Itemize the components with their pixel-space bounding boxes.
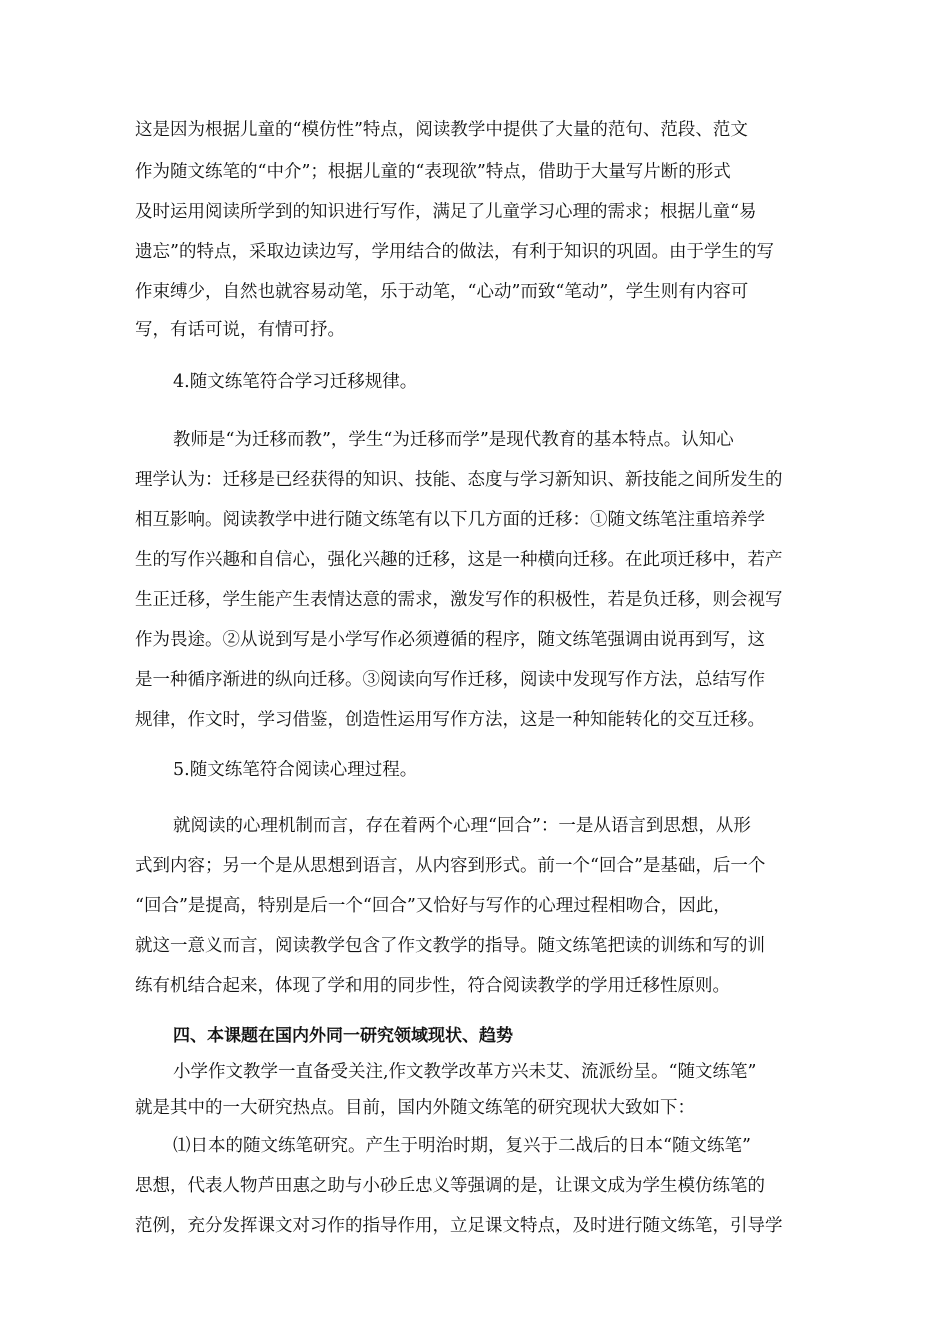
paragraph-line: 教师是“为迁移而教”，学生“为迁移而学”是现代教育的基本特点。认知心 [173,430,734,450]
paragraph-line: 式到内容；另一个是从思想到语言，从内容到形式。前一个“回合”是基础，后一个 [135,856,766,876]
paragraph-line: 范例，充分发挥课文对习作的指导作用，立足课文特点，及时进行随文练笔，引导学 [135,1216,783,1236]
paragraph-line: 小学作文教学一直备受关注,作文教学改革方兴未艾、流派纷呈。“随文练笔” [173,1062,757,1082]
paragraph-line: ⑴日本的随文练笔研究。产生于明治时期，复兴于二战后的日本“随文练笔” [173,1136,751,1156]
paragraph-line: 生的写作兴趣和自信心，强化兴趣的迁移，这是一种横向迁移。在此项迁移中，若产 [135,550,783,570]
paragraph-line: 就这一意义而言，阅读教学包含了作文教学的指导。随文练笔把读的训练和写的训 [135,936,765,956]
paragraph-line: 这是因为根据儿童的“模仿性”特点，阅读教学中提供了大量的范句、范段、范文 [135,120,748,140]
paragraph-line: “回合”是提高，特别是后一个“回合”又恰好与写作的心理过程相吻合，因此， [135,896,731,916]
paragraph-line: 规律，作文时，学习借鉴，创造性运用写作方法，这是一种知能转化的交互迁移。 [135,710,765,730]
paragraph-line: 及时运用阅读所学到的知识进行写作，满足了儿童学习心理的需求；根据儿童“易 [135,202,757,222]
section-heading-4: 四、本课题在国内外同一研究领域现状、趋势 [173,1026,513,1046]
paragraph-line: 就阅读的心理机制而言，存在着两个心理“回合”：一是从语言到思想，从形 [173,816,751,836]
paragraph-line: 练有机结合起来，体现了学和用的同步性，符合阅读教学的学用迁移性原则。 [135,976,730,996]
paragraph-line: 就是其中的一大研究热点。目前，国内外随文练笔的研究现状大致如下： [135,1098,695,1118]
paragraph-line: 作束缚少，自然也就容易动笔，乐于动笔，“心动”而致“笔动”，学生则有内容可 [135,282,749,302]
paragraph-line: 作为随文练笔的“中介”；根据儿童的“表现欲”特点，借助于大量写片断的形式 [135,162,731,182]
paragraph-line: 理学认为：迁移是已经获得的知识、技能、态度与学习新知识、新技能之间所发生的 [135,470,783,490]
paragraph-line: 写，有话可说，有情可抒。 [135,320,345,340]
subsection-heading-4: 4.随文练笔符合学习迁移规律。 [173,372,418,392]
paragraph-line: 是一种循序渐进的纵向迁移。③阅读向写作迁移，阅读中发现写作方法，总结写作 [135,670,765,690]
paragraph-line: 思想，代表人物芦田惠之助与小砂丘忠义等强调的是，让课文成为学生模仿练笔的 [135,1176,765,1196]
paragraph-line: 生正迁移，学生能产生表情达意的需求，激发写作的积极性，若是负迁移，则会视写 [135,590,783,610]
paragraph-line: 相互影响。阅读教学中进行随文练笔有以下几方面的迁移：①随文练笔注重培养学 [135,510,765,530]
paragraph-line: 作为畏途。②从说到写是小学写作必须遵循的程序，随文练笔强调由说再到写，这 [135,630,765,650]
subsection-heading-5: 5.随文练笔符合阅读心理过程。 [173,760,418,780]
paragraph-line: 遗忘”的特点，采取边读边写，学用结合的做法，有利于知识的巩固。由于学生的写 [135,242,774,262]
